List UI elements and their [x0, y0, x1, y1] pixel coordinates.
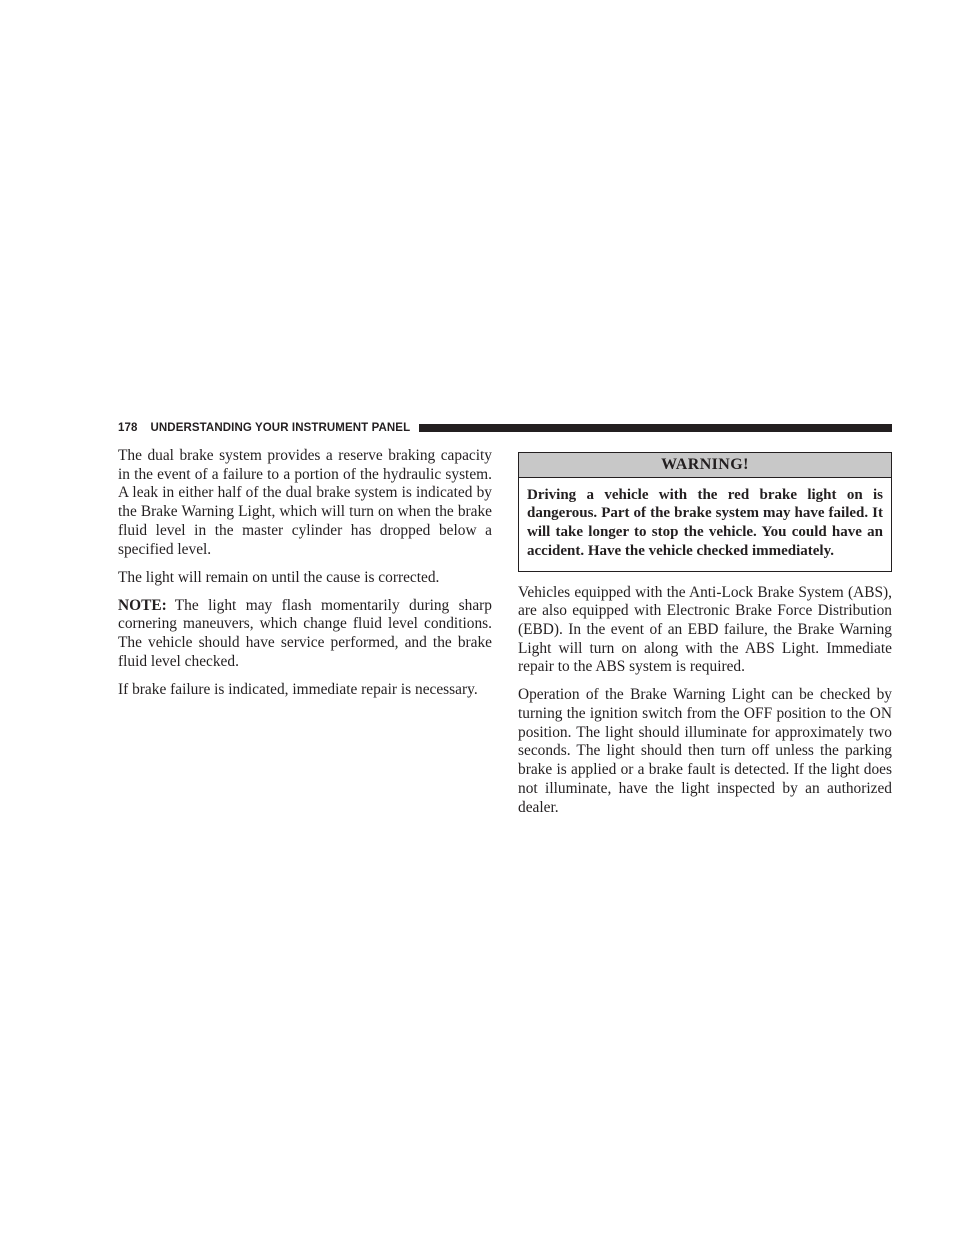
page-header [118, 420, 892, 436]
light-check-paragraph: Operation of the Brake Warning Light can be checked by turning the ignition switch from the OFF position to the ON position. The light should illuminate for approximately two seconds. The light should then turn off unless the parking brake is applied or a brake fault is detected. If the light does not illuminate, have the light inspected by an authorized dealer. [518, 686, 892, 816]
warning-box [518, 452, 892, 572]
brake-failure-paragraph: If brake failure is indicated, immediate repair is necessary. [118, 680, 478, 698]
page-number: 178 [118, 422, 138, 434]
left-column [118, 447, 492, 709]
right-column [518, 447, 892, 827]
note-label: NOTE: [118, 596, 167, 614]
header-rule [419, 424, 892, 432]
light-remains-paragraph: The light will remain on until the cause is corrected. [118, 568, 440, 586]
warning-text: Driving a vehicle with the red brake light on is dangerous. Part of the brake system may have failed. It will take longer to stop the vehicle. You could have an accident. Have the vehicle checked immediately. [527, 486, 883, 559]
note-text: The light may flash momentarily during sharp cornering maneuvers, which change fluid level conditions. The vehicle should have service performed, and the brake fluid level checked. [118, 596, 492, 670]
note-paragraph [118, 597, 492, 672]
abs-ebd-paragraph: Vehicles equipped with the Anti-Lock Brake System (ABS), are also equipped with Electronic Brake Force Distribution (EBD). In the event of an EBD failure, the Brake Warning Light will turn on along with the ABS Light. Immediate repair to the ABS system is required. [518, 583, 892, 676]
dual-brake-paragraph: The dual brake system provides a reserve braking capacity in the event of a failure to a portion of the hydraulic system. A leak in either half of the dual brake system is indicated by the Brake Warning Light, which will turn on when the brake fluid level in the master cylinder has dropped below a specified level. [118, 447, 492, 558]
warning-title: WARNING! [519, 453, 891, 478]
section-title: UNDERSTANDING YOUR INSTRUMENT PANEL [150, 422, 411, 434]
